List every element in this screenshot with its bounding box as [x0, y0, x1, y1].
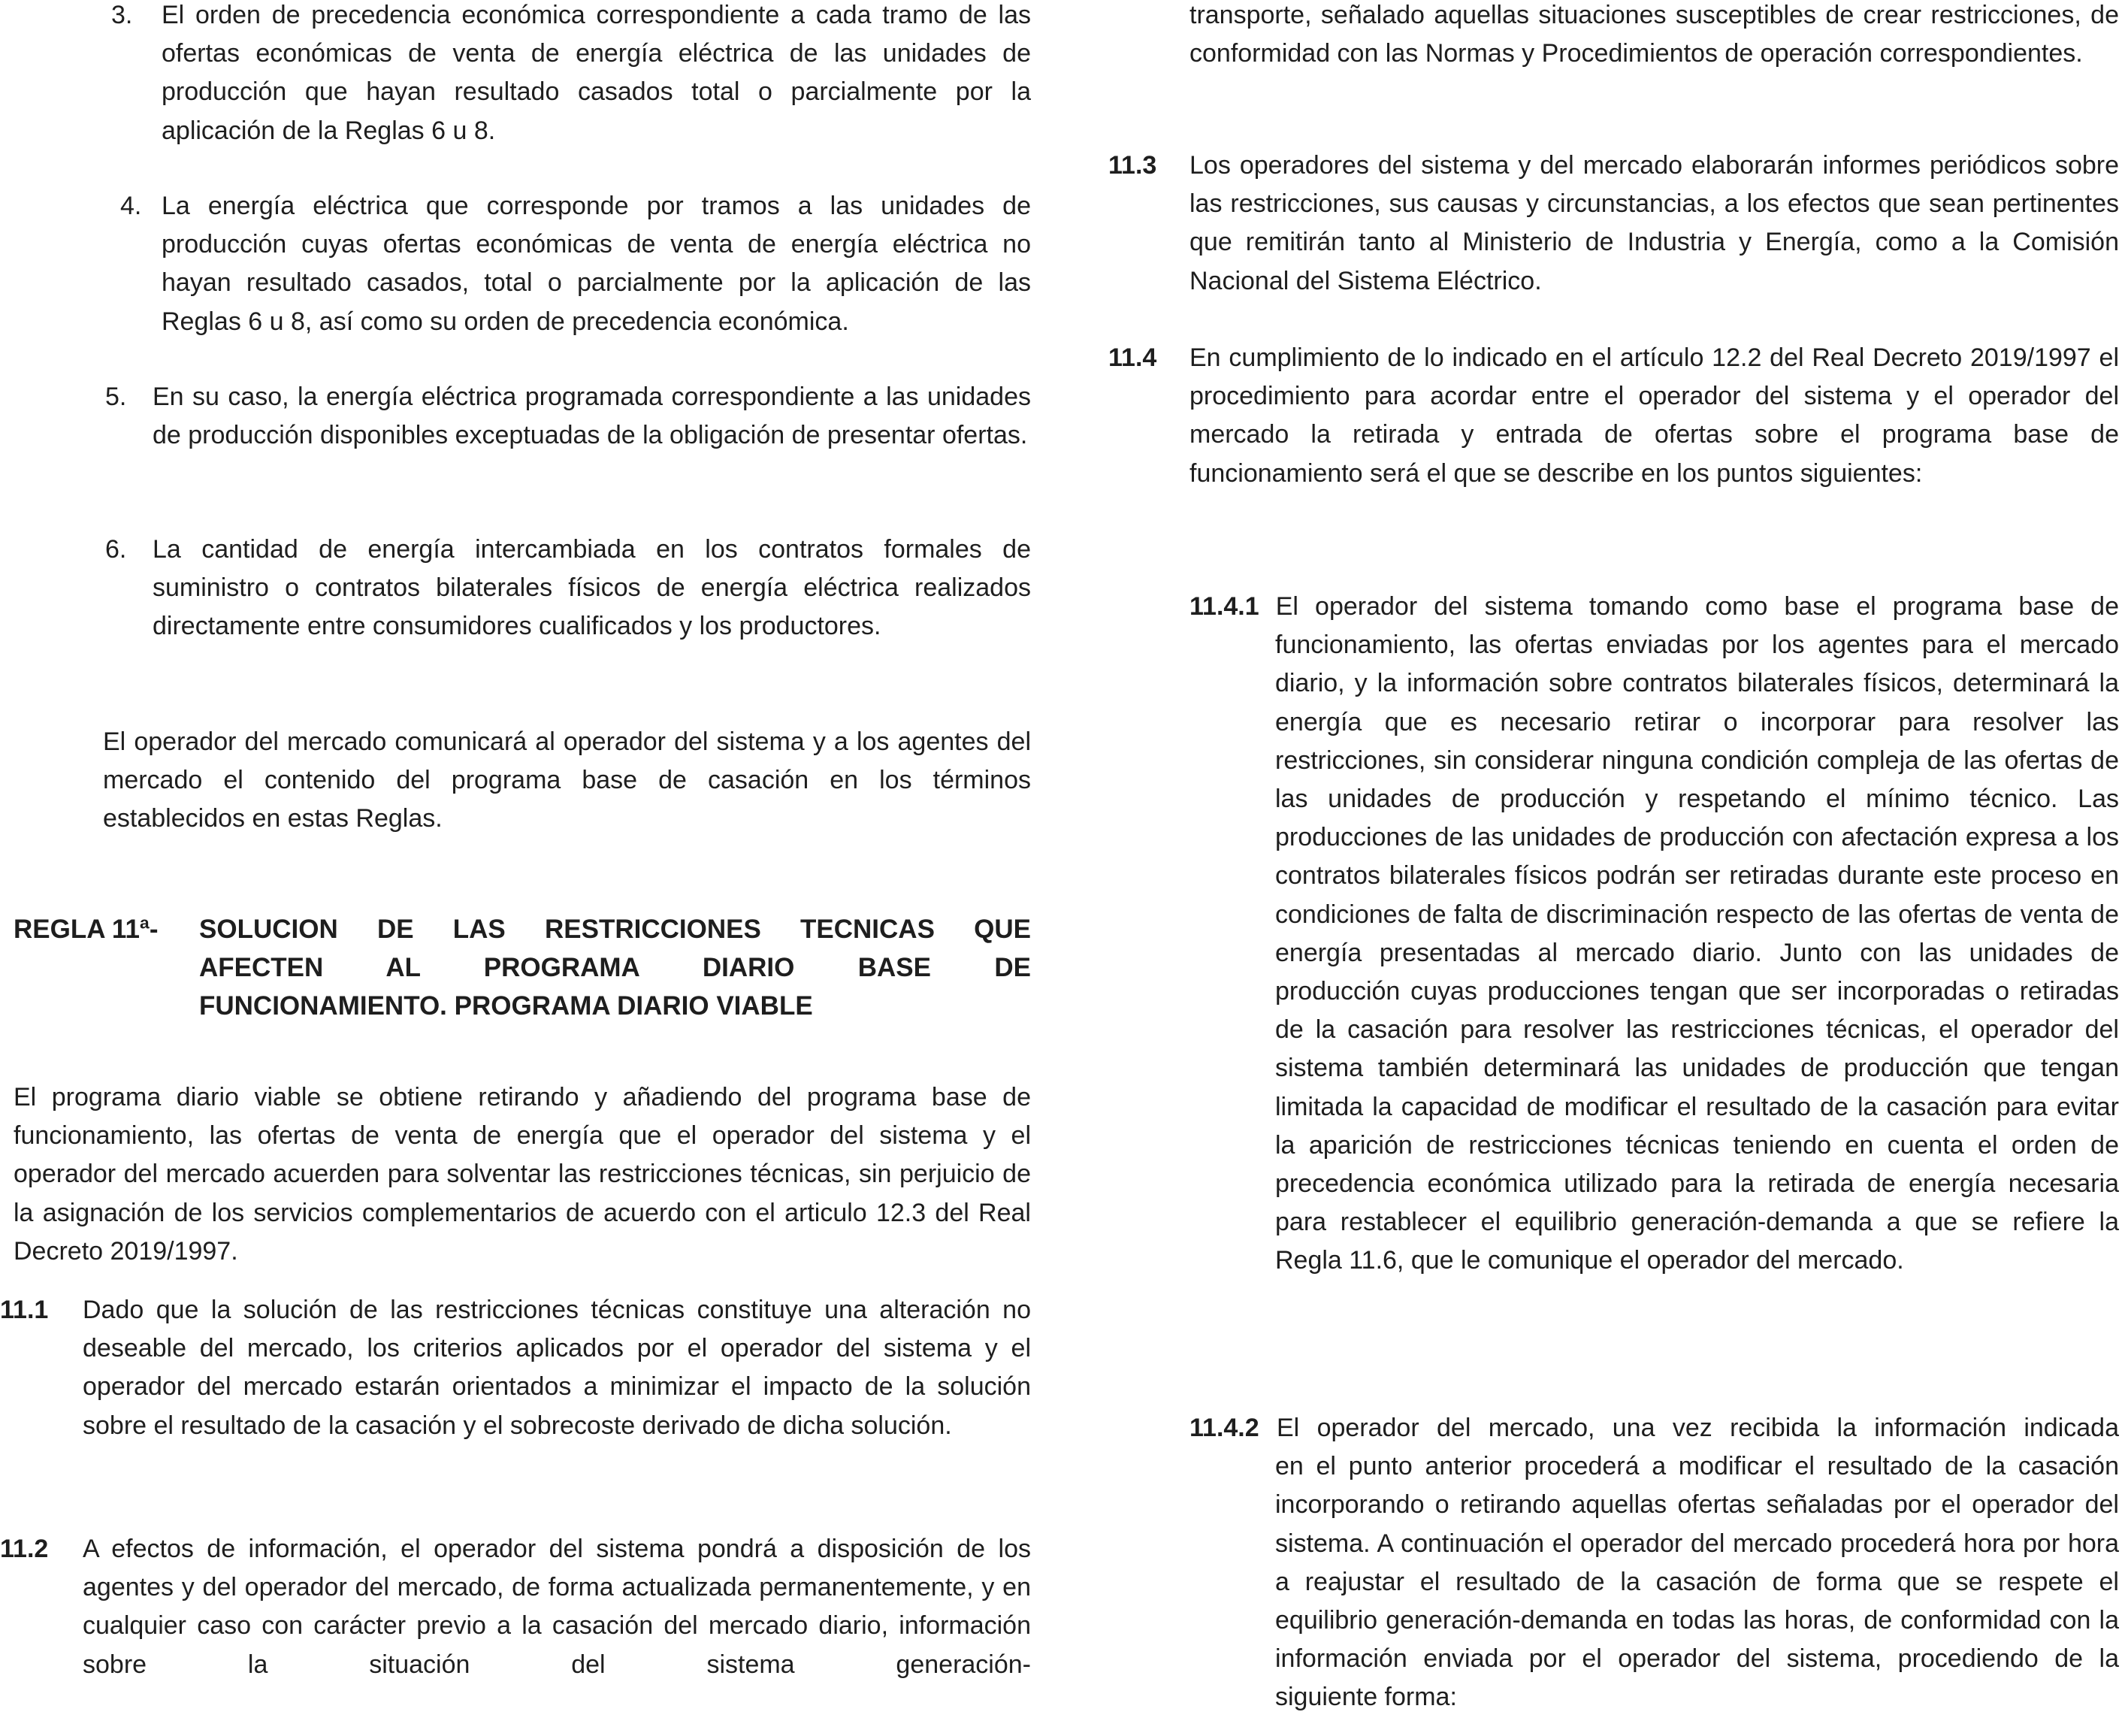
section-text: funcionamiento, las ofertas enviadas por los agentes para el mercado diario, y la información sobre contratos bilaterales físicos, determinará la energía que es necesario retirar o incorporar para resolver las restricciones, sin considerar ninguna condición compleja de las ofertas de las unidades de producción y respetando el mínimo técnico. Las producciones de las unidades de producción con afectación expresa a los contratos bilaterales físicos podrán ser retiradas durante este proceso en condiciones de falta de discriminación respecto de las ofertas de venta de energía presentadas al mercado diario. Junto con las unidades de producción cuyas producciones tengan que ser incorporadas o retiradas de la casación para resolver las restricciones técnicas, el operador del sistema también determinará las unidades de producción que tengan limitada la capacidad de modificar el resultado de la casación para evitar la aparición de restricciones técnicas teniendo en cuenta el orden de precedencia económica utilizado para la retirada de energía necesaria para restablecer el equilibrio generación-demanda a que se refiere la Regla 11.6, que le comunique el operador del mercado. — [1275, 631, 2119, 1275]
list-item-text: La energía eléctrica que corresponde por tramos a las unidades de producción cuyas ofertas económicas de venta de energía eléctrica no hayan resultado casados, total o parcialmente por la aplicación de las Reglas 6 u 8, así como su orden de precedencia económica. — [162, 192, 1031, 336]
heading-line-3: FUNCIONAMIENTO. PROGRAMA DIARIO VIABLE — [199, 991, 813, 1021]
section-11-4 — [1108, 339, 2119, 493]
list-number: 6. — [105, 535, 127, 564]
section-text: en el punto anterior procederá a modificar el resultado de la casación incorporando o retirando aquellas ofertas señaladas por el operador del sistema. A continuación el operador del mercado procederá hora por hora a reajustar el resultado de la casación de forma que se respete el equilibrio generación-demanda en todas las horas, de conformidad con la información enviada por el operador del sistema, procediendo de la siguiente forma: — [1275, 1452, 2119, 1712]
section-text: Los operadores del sistema y del mercado elaborarán informes periódicos sobre las restricciones, sus causas y circunstancias, a los efectos que sean pertinentes que remitirán tanto al Ministerio de Industria y Energía, como a la Comisión Nacional del Sistema Eléctrico. — [1189, 151, 2119, 295]
section-number: 11.3 — [1108, 151, 1157, 180]
list-item-4 — [113, 187, 1031, 341]
section-lead-text: El operador del sistema tomando como base el programa base de — [1275, 592, 2119, 621]
section-11-4-2 — [1189, 1409, 2119, 1717]
section-11-3 — [1108, 147, 2119, 301]
section-11-2 — [0, 1530, 1031, 1684]
section-number: 11.4.1 — [1189, 592, 1259, 621]
section-number: 11.2 — [0, 1535, 49, 1563]
section-text: Dado que la solución de las restricciones técnicas constituye una alteración no deseable del mercado, los criterios aplicados por el operador del sistema y el operador del mercado estarán orientados a minimizar el impacto de la solución sobre el resultado de la casación y el sobrecoste derivado de dicha solución. — [83, 1296, 1031, 1440]
list-item-text: La cantidad de energía intercambiada en los contratos formales de suministro o contratos bilaterales físicos de energía eléctrica realizados directamente entre consumidores cualificados y los productores. — [153, 535, 1031, 641]
section-number: 11.1 — [0, 1296, 49, 1324]
list-number: 5. — [105, 383, 127, 411]
closing-paragraph: El operador del mercado comunicará al operador del sistema y a los agentes del mercado el contenido del programa base de casación en los términos establecidos en estas Reglas. — [103, 727, 1031, 833]
heading-line-1: SOLUCION DE LAS RESTRICCIONES TECNICAS QUE — [199, 915, 1031, 944]
intro-paragraph: El programa diario viable se obtiene retirando y añadiendo del programa base de funcionamiento, las ofertas de venta de energía que el operador del sistema y el operador del mercado acuerden para solventar las restricciones técnicas, sin perjuicio de la asignación de los servicios complementarios de acuerdo con el articulo 12.3 del Real Decreto 2019/1997. — [14, 1083, 1031, 1266]
section-number: 11.4 — [1108, 343, 1157, 372]
section-lead-text: El operador del mercado, una vez recibida la información indicada — [1277, 1414, 2119, 1442]
rule-label: REGLA 11ª- — [14, 915, 159, 944]
section-heading — [14, 910, 1031, 1026]
section-text: A efectos de información, el operador del sistema pondrá a disposición de los agentes y del operador del mercado, de forma actualizada permanentemente, y en cualquier caso con carácter previo a la casación del mercado diario, información sobre la situación del sistema generación- — [83, 1535, 1031, 1679]
section-lead-line — [1189, 588, 2119, 626]
list-item-text: El orden de precedencia económica correspondiente a cada tramo de las ofertas económicas de venta de energía eléctrica de las unidades de producción que hayan resultado casados total o parcialmente por la aplicación de la Reglas 6 u 8. — [162, 1, 1031, 145]
section-lead-line — [1189, 1409, 2119, 1447]
list-item-6 — [105, 531, 1031, 646]
heading-line-2: AFECTEN AL PROGRAMA DIARIO BASE DE — [199, 953, 1031, 983]
list-item-5 — [105, 378, 1031, 455]
section-11-1 — [0, 1291, 1031, 1445]
section-text: En cumplimiento de lo indicado en el artículo 12.2 del Real Decreto 2019/1997 el procedimiento para acordar entre el operador del sistema y el operador del mercado la retirada y entrada de ofertas sobre el programa base de funcionamiento será el que se describe en los puntos siguientes: — [1189, 343, 2119, 488]
list-number: 3. — [111, 1, 133, 29]
continued-paragraph: transporte, señalado aquellas situaciones susceptibles de crear restricciones, de conformidad con las Normas y Procedimientos de operación correspondientes. — [1189, 1, 2119, 68]
section-11-4-1 — [1189, 588, 2119, 1281]
list-item-text: En su caso, la energía eléctrica programada correspondiente a las unidades de producción disponibles exceptuadas de la obligación de presentar ofertas. — [153, 383, 1031, 450]
section-number: 11.4.2 — [1189, 1414, 1259, 1442]
list-number: 4. — [120, 192, 142, 220]
list-item-3 — [113, 0, 1031, 150]
